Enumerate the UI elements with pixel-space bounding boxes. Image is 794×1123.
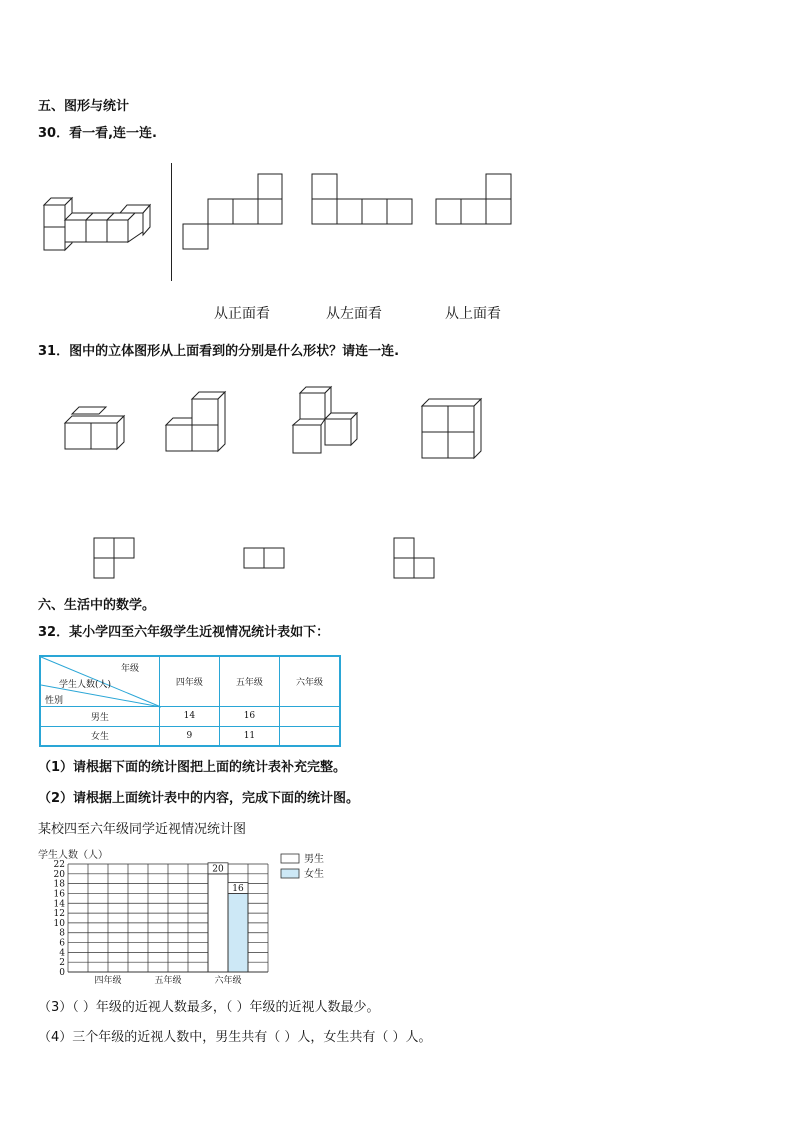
y-tick-label: 22 [53,860,65,870]
q30-view-1 [183,174,283,250]
legend-swatch [281,854,299,863]
legend-swatch [281,869,299,878]
y-tick-label: 16 [53,889,65,900]
question-32-title: 32．某小学四至六年级学生近视情况统计表如下： [38,625,330,640]
q31-solid-1 [64,406,126,452]
sub-question-4[interactable]: （4）三个年级的近视人数中，男生共有（ ）人，女生共有（ ）人。 [38,1030,432,1045]
x-tick-label: 六年级 [214,976,242,986]
table-cell: 14 [159,706,219,726]
view-label-front: 从正面看 [214,306,270,322]
question-30-title: 30．看一看,连一连. [38,126,157,141]
x-tick-label: 五年级 [154,976,182,986]
table-row [40,726,340,746]
y-axis-label: 学生人数（人） [38,850,108,861]
stat-table [39,655,341,747]
table-cell-blank[interactable] [279,706,340,726]
legend-label: 女生 [304,869,324,880]
header-count: 学生人数(人) [59,680,112,690]
table-row [40,706,340,726]
y-tick-label: 8 [59,928,65,939]
y-tick-label: 0 [59,968,65,978]
sub-question-1: （1）请根据下面的统计图把上面的统计表补充完整。 [38,760,347,775]
y-tick-label: 6 [59,938,65,949]
header-grade: 年级 [121,664,140,674]
data-label: 16 [232,883,244,894]
q31-solid-4 [421,399,483,459]
bar-chart [30,846,340,986]
q31-solid-2 [165,392,227,454]
q30-view-2 [312,174,413,225]
divider-line [171,163,172,281]
column-header: 六年级 [279,656,340,706]
y-tick-label: 12 [53,909,65,920]
sub-question-3[interactable]: （3）（ ）年级的近视人数最多，（ ）年级的近视人数最少。 [38,1000,380,1015]
q31-topview-1 [94,538,136,580]
view-label-top: 从上面看 [445,306,501,322]
row-label: 男生 [40,706,159,726]
legend-label: 男生 [304,854,324,865]
table-cell-blank[interactable] [279,726,340,746]
data-label: 20 [212,864,224,875]
bar [208,874,228,972]
header-gender: 性别 [45,696,64,706]
column-header: 四年级 [159,656,219,706]
bar [228,893,248,972]
row-label: 女生 [40,726,159,746]
section-title: 六、生活中的数学。 [38,598,156,613]
q31-topview-3 [394,538,436,580]
chart-title: 某校四至六年级同学近视情况统计图 [38,822,247,837]
sub-question-2: （2）请根据上面统计表中的内容，完成下面的统计图。 [38,791,360,806]
y-tick-label: 14 [53,899,65,910]
section-title: 五、图形与统计 [38,99,130,114]
q30-view-3 [436,174,512,225]
q31-solid-3 [291,385,361,455]
y-tick-label: 10 [53,918,65,929]
y-tick-label: 2 [59,958,65,969]
table-cell: 16 [219,706,279,726]
y-tick-label: 4 [59,948,65,959]
q30-solid-figure [40,195,155,255]
x-tick-label: 四年级 [94,976,122,986]
table-header-corner [40,656,159,706]
view-label-left: 从左面看 [326,306,382,322]
table-cell: 9 [159,726,219,746]
question-31-title: 31．图中的立体图形从上面看到的分别是什么形状？请连一连. [38,344,400,359]
column-header: 五年级 [219,656,279,706]
q31-topview-2 [244,548,286,570]
y-tick-label: 20 [53,869,65,880]
table-cell: 11 [219,726,279,746]
y-tick-label: 18 [53,879,65,890]
